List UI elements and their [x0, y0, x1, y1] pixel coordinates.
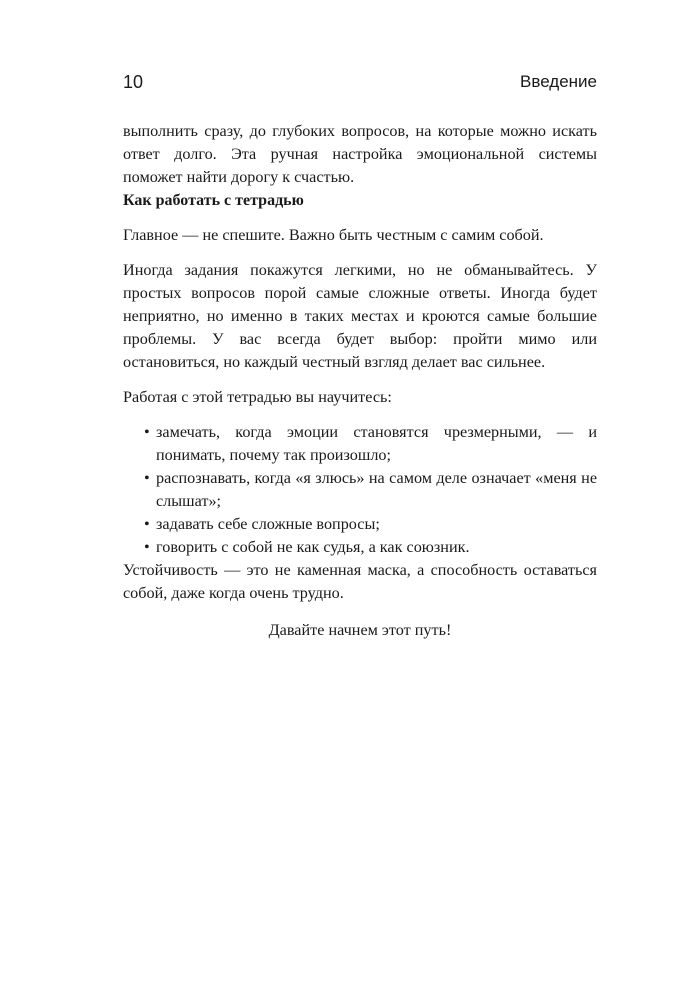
section-heading: Как работать с тетрадью	[123, 192, 304, 209]
list-item	[144, 421, 597, 467]
list-item-text: говорить с собой не как судья, а как союзник.	[156, 538, 470, 556]
list-item-text: распознавать, когда «я злюсь» на самом деле означает «меня не слышат»;	[156, 469, 597, 510]
list-item	[144, 513, 597, 536]
paragraph-sometimes: Иногда задания покажутся легкими, но не обманывайтесь. У простых вопросов порой самые сложные ответы. Иногда будет неприятно, но именно в таких местах и кроются самые большие проблемы. У вас всегда будет выбор: пройти мимо или остановиться, но каждый честный взгляд делает вас сильнее.	[123, 261, 597, 371]
list-item	[144, 467, 597, 513]
section-title: Введение	[520, 72, 597, 91]
paragraph-resilience: Устойчивость — это не каменная маска, а способность оставаться собой, даже когда очень трудно.	[123, 561, 597, 602]
bullet-icon: •	[144, 538, 150, 556]
list-intro: Работая с этой тетрадью вы научитесь:	[123, 388, 392, 406]
bullet-icon: •	[144, 515, 150, 533]
skills-list	[123, 421, 597, 559]
page-body	[123, 120, 597, 642]
closing-line: Давайте начнем этот путь!	[268, 621, 452, 639]
intro-paragraph: выполнить сразу, до глубоких вопросов, на которые можно искать ответ долго. Эта ручная настройка эмоциональной системы поможет найти дорогу к счастью.	[123, 122, 597, 186]
bullet-icon: •	[144, 469, 150, 487]
running-head	[123, 72, 597, 98]
list-item-text: замечать, когда эмоции становятся чрезмерными, — и понимать, почему так произошло;	[156, 423, 597, 464]
bullet-icon: •	[144, 423, 150, 441]
page-number: 10	[123, 72, 144, 92]
list-item-text: задавать себе сложные вопросы;	[156, 515, 380, 533]
list-item	[144, 536, 597, 559]
paragraph-main: Главное — не спешите. Важно быть честным с самим собой.	[123, 226, 544, 244]
